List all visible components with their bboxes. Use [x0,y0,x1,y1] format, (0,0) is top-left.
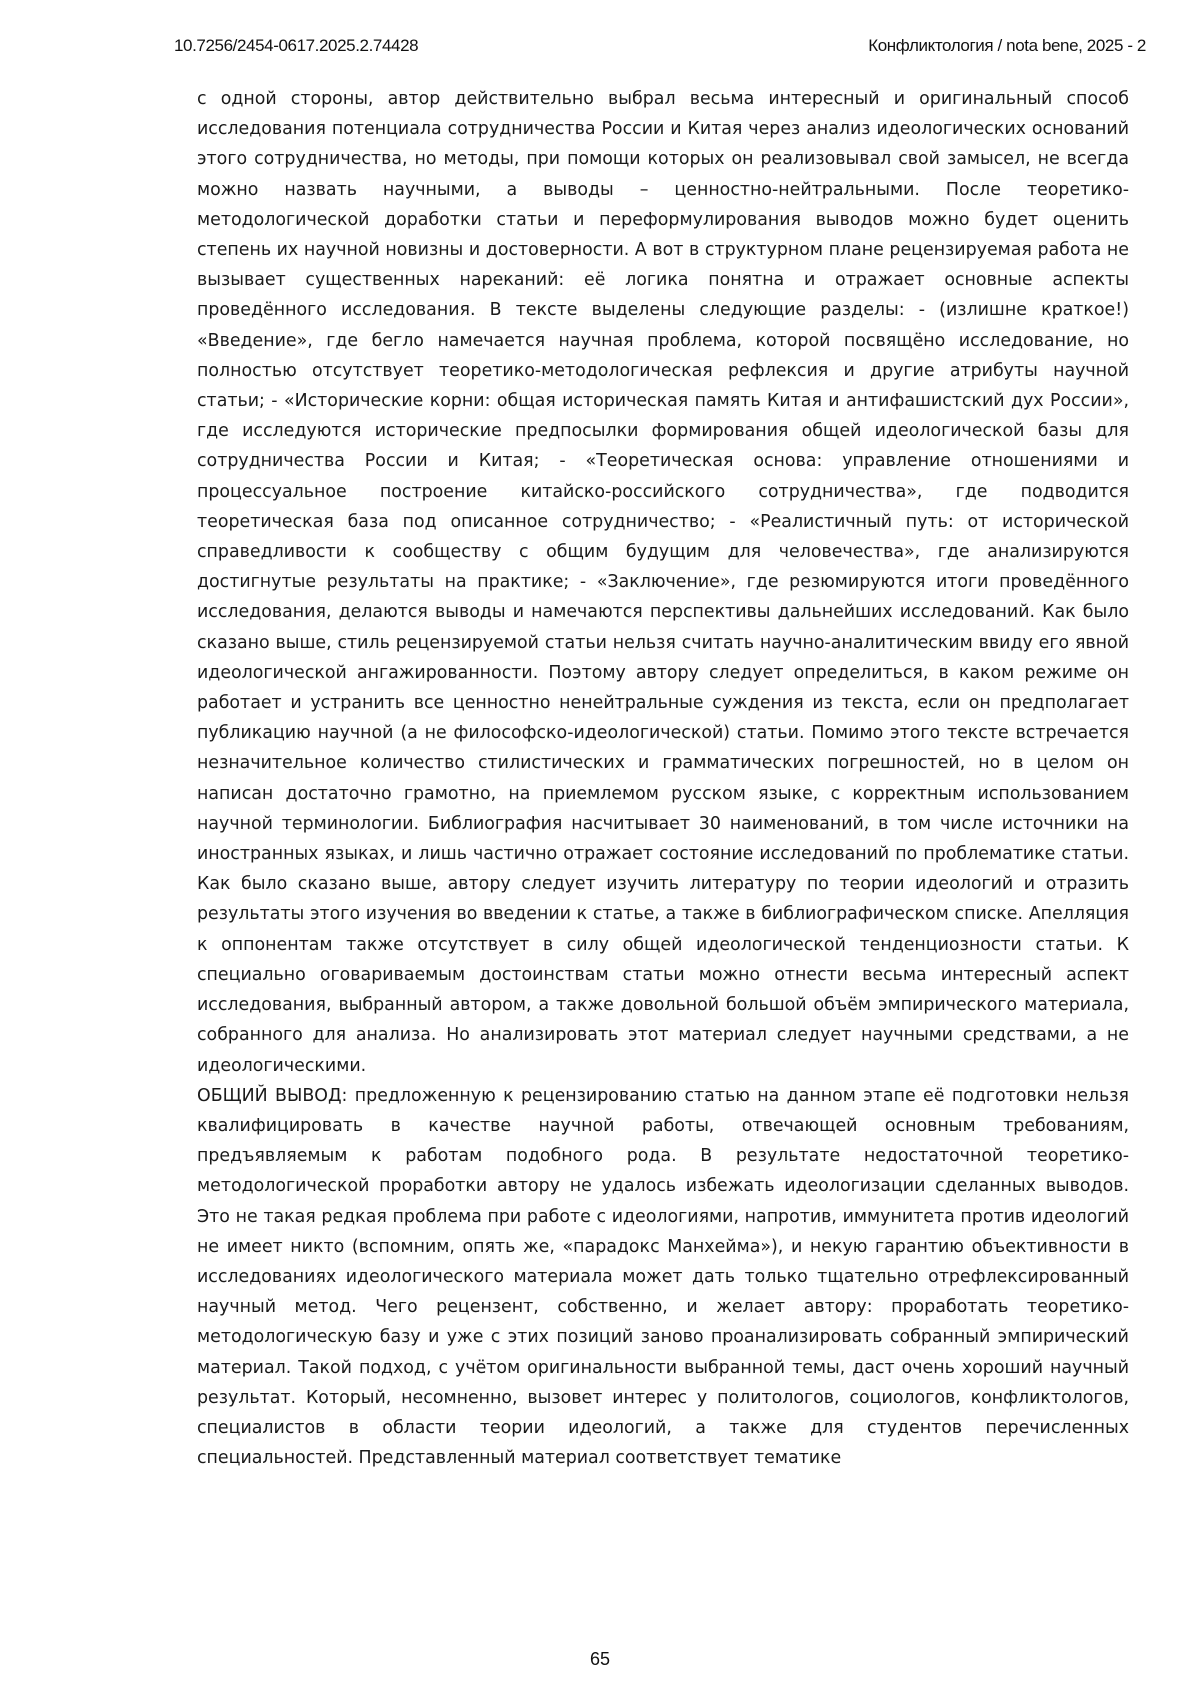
body-text [197,84,1129,1473]
paragraph: ОБЩИЙ ВЫВОД: предложенную к рецензированию статью на данном этапе её подготовки нельзя квалифицировать в качестве научной работы, отвечающей основным требованиям, предъявляемым к работам подобного рода. В результате недостаточной теоретико-методологической проработки автору не удалось избежать идеологизации сделанных выводов. Это не такая редкая проблема при работе с идеологиями, напротив, иммунитета против идеологий не имеет никто (вспомним, опять же, «парадокс Манхейма»), и некую гарантию объективности в исследованиях идеологического материала может дать только тщательно отрефлексированный научный метод. Чего рецензент, собственно, и желает автору: проработать теоретико-методологическую базу и уже с этих позиций заново проанализировать собранный эмпирический материал. Такой подход, с учётом оригинальности выбранной темы, даст очень хороший научный результат. Который, несомненно, вызовет интерес у политологов, социологов, конфликтологов, специалистов в области теории идеологий, а также для студентов перечисленных специальностей. Представленный материал соответствует тематике [197,1085,1129,1469]
page-number: 65 [589,1649,611,1669]
page-header [174,36,1146,60]
doi-text: 10.7256/2454-0617.2025.2.74428 [174,36,419,55]
journal-title: Конфликтология / nota bene, 2025 - 2 [868,36,1146,55]
paragraph: с одной стороны, автор действительно выбрал весьма интересный и оригинальный способ исследования потенциала сотрудничества России и Китая через анализ идеологических оснований этого сотрудничества, но методы, при помощи которых он реализовывал свой замысел, не всегда можно назвать научными, а выводы – ценностно-нейтральными. После теоретико-методологической доработки статьи и переформулирования выводов можно будет оценить степень их научной новизны и достоверности. А вот в структурном плане рецензируемая работа не вызывает существенных нареканий: её логика понятна и отражает основные аспекты проведённого исследования. В тексте выделены следующие разделы: - (излишне краткое!) «Введение», где бегло намечается научная проблема, которой посвящёно исследование, но полностью отсутствует теоретико-методологическая рефлексия и другие атрибуты научной статьи; - «Исторические корни: общая историческая память Китая и антифашистский дух России», где исследуются исторические предпосылки формирования общей идеологической базы для сотрудничества России и Китая; - «Теоретическая основа: управление отношениями и процессуальное построение китайско-российского сотрудничества», где подводится теоретическая база под описанное сотрудничество; - «Реалистичный путь: от исторической справедливости к сообществу с общим будущим для человечества», где анализируются достигнутые результаты на практике; - «Заключение», где резюмируются итоги проведённого исследования, делаются выводы и намечаются перспективы дальнейших исследований. Как было сказано выше, стиль рецензируемой статьи нельзя считать научно-аналитическим ввиду его явной идеологической ангажированности. Поэтому автору следует определиться, в каком режиме он работает и устранить все ценностно ненейтральные суждения из текста, если он предполагает публикацию научной (а не философско-идеологической) статьи. Помимо этого тексте встречается незначительное количество стилистических и грамматических погрешностей, но в целом он написан достаточно грамотно, на приемлемом русском языке, с корректным использованием научной терминологии. Библиография насчитывает 30 наименований, в том числе источники на иностранных языках, и лишь частично отражает состояние исследований по проблематике статьи. Как было сказано выше, автору следует изучить литературу по теории идеологий и отразить результаты этого изучения во введении к статье, а также в библиографическом списке. Апелляция к оппонентам также отсутствует в силу общей идеологической тенденциозности статьи. К специально оговариваемым достоинствам статьи можно отнести весьма интересный аспект исследования, выбранный автором, а также довольной большой объём эмпирического материала, собранного для анализа. Но анализировать этот материал следует научными средствами, а не идеологическими. [197,89,1129,1076]
